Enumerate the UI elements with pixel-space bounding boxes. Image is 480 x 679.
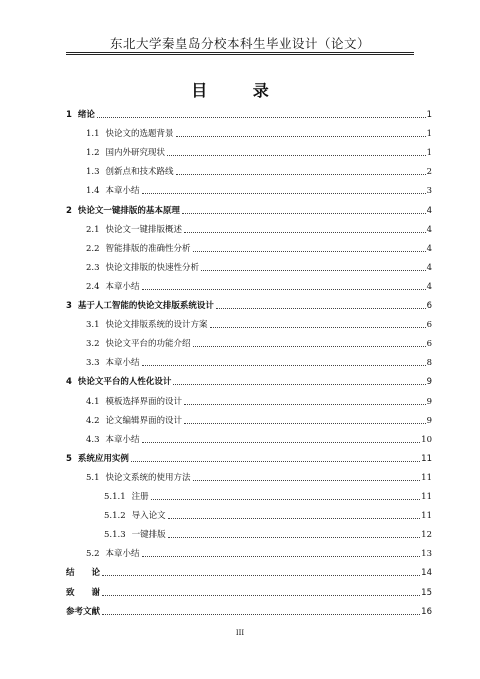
toc-entry-label xyxy=(86,357,140,369)
toc-entry-page: 9 xyxy=(426,377,432,388)
toc-entry-text: 本章小结 xyxy=(105,281,140,292)
toc-entry-label xyxy=(86,185,140,197)
toc-entry-text: 国内外研究现状 xyxy=(105,148,166,159)
toc-dot-leader xyxy=(193,251,426,252)
toc-entry[interactable] xyxy=(66,336,432,350)
toc-entry-page: 6 xyxy=(426,301,432,311)
toc-entry-label xyxy=(86,548,140,560)
toc-entry[interactable] xyxy=(66,126,432,140)
toc-entry-text: 导入论文 xyxy=(131,511,166,522)
toc-dot-leader xyxy=(184,423,426,424)
toc-entry-text: 论文编辑界面的设计 xyxy=(105,415,183,426)
toc-entry-number: 1.3 xyxy=(86,167,100,178)
toc-entry-label xyxy=(86,262,199,274)
toc-entry-number: 2.1 xyxy=(86,224,100,235)
toc-entry[interactable] xyxy=(66,432,432,446)
document-header: 东北大学秦皇岛分校本科生毕业设计（论文） xyxy=(109,36,370,51)
toc-entry-text: 快论文排版的快速性分析 xyxy=(105,262,200,273)
toc-entry-label xyxy=(104,510,166,522)
toc-entry-page: 10 xyxy=(421,434,432,445)
toc-entry-label xyxy=(86,128,174,140)
toc-dot-leader xyxy=(97,117,426,118)
toc-entry[interactable] xyxy=(66,241,432,255)
toc-entry-number: 5.1.3 xyxy=(104,530,126,541)
toc-entry[interactable] xyxy=(66,565,432,579)
toc-entry[interactable] xyxy=(66,203,432,217)
toc-entry[interactable] xyxy=(66,183,432,197)
toc-entry-number: 1.4 xyxy=(86,186,100,197)
toc-entry-text: 注册 xyxy=(131,492,149,502)
toc-entry-page: 4 xyxy=(426,262,432,273)
toc-entry-page: 3 xyxy=(426,186,432,197)
toc-entry-page: 12 xyxy=(421,530,432,541)
toc-entry-page: 14 xyxy=(421,568,432,579)
toc-entry-page: 6 xyxy=(426,320,432,331)
toc-dot-leader xyxy=(168,537,421,538)
toc-entry-page: 13 xyxy=(421,549,432,560)
toc-entry-number: 3.3 xyxy=(86,358,100,369)
toc-entry-number: 4.1 xyxy=(86,396,100,407)
toc-entry-label xyxy=(66,376,171,388)
toc-entry-text: 本章小结 xyxy=(105,186,140,197)
toc-entry-number: 5.2 xyxy=(86,549,100,560)
toc-entry-label xyxy=(66,453,129,465)
toc-entry-number: 5.1.1 xyxy=(104,492,126,502)
toc-entry-text: 结 论 xyxy=(66,568,101,579)
page-number: III xyxy=(235,629,245,637)
toc-entry-label xyxy=(86,243,191,255)
toc-title: 目 录 xyxy=(191,81,289,100)
toc-dot-leader xyxy=(142,289,426,290)
toc-entry[interactable] xyxy=(66,394,432,408)
toc-entry-text: 智能排版的准确性分析 xyxy=(105,243,191,254)
toc-entry-label xyxy=(86,396,182,408)
toc-entry-label xyxy=(66,205,180,217)
toc-entry-label xyxy=(86,415,182,427)
toc-entry-label xyxy=(86,434,140,446)
toc-entry-page: 2 xyxy=(426,167,432,178)
toc-entry-page: 8 xyxy=(426,358,432,369)
toc-entry-label xyxy=(66,109,95,121)
toc-entry[interactable] xyxy=(66,451,432,465)
toc-entry-page: 1 xyxy=(426,110,432,120)
toc-dot-leader xyxy=(168,518,421,519)
toc-entry[interactable] xyxy=(66,546,432,560)
toc-entry-text: 一键排版 xyxy=(131,530,166,541)
toc-entry-number: 2.4 xyxy=(86,281,100,292)
toc-entry-label xyxy=(86,319,208,331)
toc-dot-leader xyxy=(216,308,426,309)
toc-dot-leader xyxy=(176,174,426,175)
header-rule xyxy=(66,52,414,53)
toc-dot-leader xyxy=(142,556,421,557)
toc-entry[interactable] xyxy=(66,585,432,599)
toc-entry-text: 致 谢 xyxy=(66,587,101,598)
toc-entry-label xyxy=(86,472,191,484)
toc-entry-label xyxy=(86,147,165,159)
toc-entry-page: 4 xyxy=(426,243,432,254)
toc-entry[interactable] xyxy=(66,279,432,293)
toc-entry[interactable] xyxy=(66,527,432,541)
toc-entry-text: 本章小结 xyxy=(105,358,140,369)
toc-entry-number: 3.2 xyxy=(86,339,100,350)
toc-dot-leader xyxy=(182,213,426,214)
toc-entry-number: 4.3 xyxy=(86,434,100,445)
toc-entry-number: 1 xyxy=(66,110,72,120)
toc-entry-text: 参考文献 xyxy=(66,606,101,617)
toc-entry-page: 11 xyxy=(421,492,432,502)
toc-entry-label xyxy=(66,300,214,312)
toc-entry-text: 快论文系统的使用方法 xyxy=(105,472,191,483)
toc-entry-label xyxy=(66,567,100,579)
toc-entry-label xyxy=(86,224,182,236)
toc-entry-label xyxy=(86,166,174,178)
toc-entry-page: 11 xyxy=(421,472,432,483)
toc-entry-text: 快论文平台的人性化设计 xyxy=(77,377,172,388)
toc-entry-page: 4 xyxy=(426,224,432,235)
toc-entry-label xyxy=(86,281,140,293)
toc-entry-text: 快论文一键排版概述 xyxy=(105,224,183,235)
toc-dot-leader xyxy=(142,365,426,366)
toc-entry-page: 11 xyxy=(421,511,432,522)
toc-entry[interactable] xyxy=(66,470,432,484)
toc-entry[interactable] xyxy=(66,222,432,236)
toc-entry-number: 5 xyxy=(66,453,72,464)
toc-entry-text: 创新点和技术路线 xyxy=(105,167,174,178)
toc-entry[interactable] xyxy=(66,164,432,178)
toc-entry-text: 快论文排版系统的设计方案 xyxy=(105,320,208,331)
toc-dot-leader xyxy=(102,614,420,615)
toc-entry-text: 本章小结 xyxy=(105,549,140,560)
toc-dot-leader xyxy=(102,595,420,596)
toc-entry[interactable] xyxy=(66,260,432,274)
toc-entry[interactable] xyxy=(66,317,432,331)
toc-entry-number: 5.1 xyxy=(86,472,100,483)
toc-entry-label xyxy=(104,529,166,541)
toc-entry-text: 基于人工智能的快论文排版系统设计 xyxy=(77,301,214,311)
toc-dot-leader xyxy=(210,327,426,328)
toc-dot-leader xyxy=(167,155,426,156)
toc-dot-leader xyxy=(184,404,426,405)
toc-entry[interactable] xyxy=(66,298,432,312)
toc-entry-number: 3.1 xyxy=(86,320,100,331)
header-rule-double xyxy=(66,54,414,55)
toc-entry-number: 4.2 xyxy=(86,415,100,426)
toc-dot-leader xyxy=(201,270,426,271)
toc-dot-leader xyxy=(131,461,420,462)
toc-entry-page: 6 xyxy=(426,339,432,350)
toc-entry-text: 快论文一键排版的基本原理 xyxy=(77,205,180,216)
toc-entry-number: 1.1 xyxy=(86,129,100,140)
toc-entry-text: 快论文平台的功能介绍 xyxy=(105,339,191,350)
toc-dot-leader xyxy=(173,384,425,385)
toc-dot-leader xyxy=(102,575,420,576)
toc-entry-page: 1 xyxy=(426,148,432,159)
toc-dot-leader xyxy=(142,193,426,194)
toc-entry-page: 9 xyxy=(426,396,432,407)
toc-dot-leader xyxy=(193,346,426,347)
toc-dot-leader xyxy=(142,442,421,443)
toc-entry[interactable] xyxy=(66,355,432,369)
toc-entry-number: 4 xyxy=(66,377,72,388)
toc-entry-page: 4 xyxy=(426,205,432,216)
toc-entry-text: 系统应用实例 xyxy=(77,453,129,464)
toc-entry[interactable] xyxy=(66,107,432,121)
toc-entry-text: 本章小结 xyxy=(105,434,140,445)
toc-entry-page: 9 xyxy=(426,415,432,426)
toc-entry-number: 2.3 xyxy=(86,262,100,273)
toc-entry-number: 5.1.2 xyxy=(104,511,126,522)
toc-entry[interactable] xyxy=(66,374,432,388)
toc-entry[interactable] xyxy=(66,413,432,427)
toc-entry[interactable] xyxy=(66,145,432,159)
toc-entry-page: 1 xyxy=(426,129,432,140)
toc-entry-label xyxy=(86,338,191,350)
toc-entry-page: 15 xyxy=(421,587,432,598)
toc-entry-page: 16 xyxy=(421,606,432,617)
toc-entry-page: 11 xyxy=(421,453,432,464)
toc-entry[interactable] xyxy=(66,489,432,503)
toc-entry-text: 绪论 xyxy=(77,110,95,120)
toc-entry-number: 3 xyxy=(66,301,72,311)
toc-entry-number: 2 xyxy=(66,205,72,216)
toc-entry-number: 2.2 xyxy=(86,243,100,254)
toc-dot-leader xyxy=(184,232,426,233)
toc-dot-leader xyxy=(176,136,426,137)
toc-dot-leader xyxy=(151,499,421,500)
toc-entry-page: 4 xyxy=(426,281,432,292)
toc-dot-leader xyxy=(193,480,421,481)
toc-entry[interactable] xyxy=(66,604,432,618)
toc-entry[interactable] xyxy=(66,508,432,522)
toc-entry-number: 1.2 xyxy=(86,148,100,159)
toc-entry-text: 模板选择界面的设计 xyxy=(105,396,183,407)
toc-entry-label xyxy=(66,606,100,618)
toc-entry-label xyxy=(104,491,149,503)
toc-entry-text: 快论文的选题背景 xyxy=(105,129,174,140)
toc-entry-label xyxy=(66,587,100,599)
